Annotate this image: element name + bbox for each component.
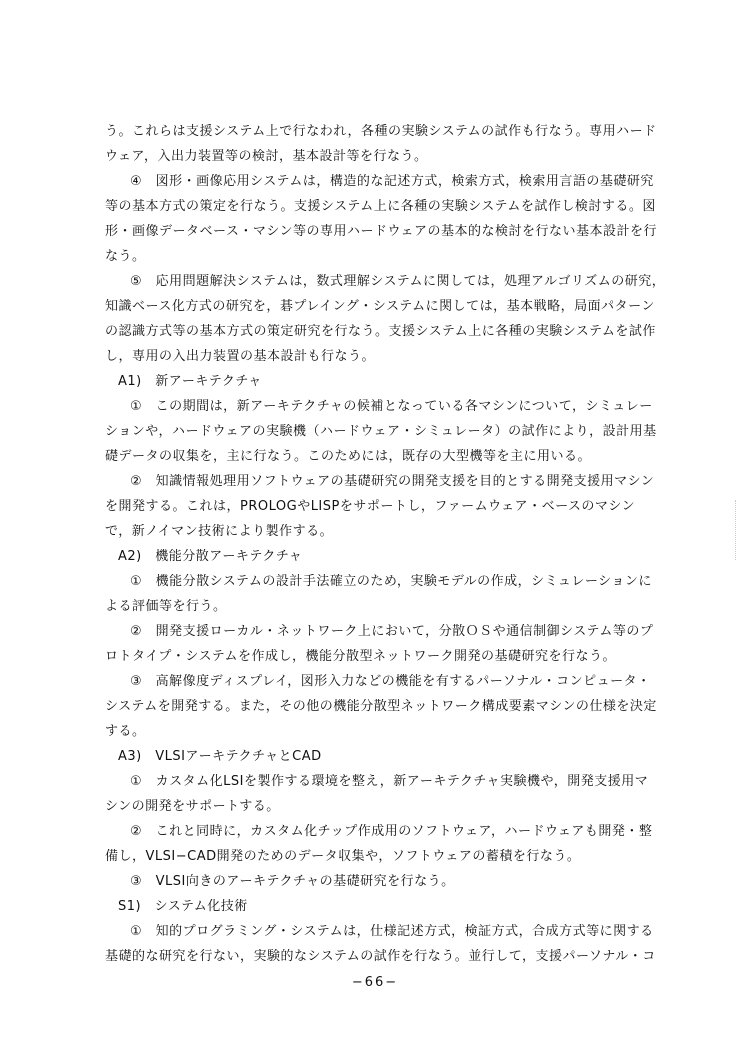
- text-line-23: ③ 高解像度ディスプレイ，図形入力などの機能を有するパーソナル・コンピュータ・: [130, 674, 651, 689]
- text-line-10: し，専用の入出力装置の基本設計も行なう。: [105, 349, 376, 364]
- text-line-19: ① 機能分散システムの設計手法確立のため，実験モデルの作成，シミュレーションに: [130, 574, 652, 589]
- text-line-33: ① 知的プログラミング・システムは，仕様記述方式，検証方式，合成方式等に関する: [130, 924, 654, 939]
- text-line-17: で，新ノイマン技術により製作する。: [105, 524, 334, 539]
- text-line-12: ① この期間は，新アーキテクチャの候補となっている各マシンについて，シミュレー: [130, 399, 653, 414]
- text-line-15: ② 知識情報処理用ソフトウェアの基礎研究の開発支援を目的とする開発支援用マシン: [130, 474, 655, 489]
- text-line-30: 備し，VLSI−CAD開発のためのデータ収集や，ソフトウェアの蓄積を行なう。: [105, 849, 581, 864]
- text-line-7: ⑤ 応用問題解決システムは，数式理解システムに関しては，処理アルゴリズムの研究，: [130, 274, 666, 289]
- text-line-14: 礎データの収集を，主に行なう。このためには，既存の大型機等を主に用いる。: [105, 449, 592, 464]
- text-line-3: ④ 図形・画像応用システムは，構造的な記述方式，検索方式，検索用言語の基礎研究: [130, 174, 654, 189]
- text-line-4: 等の基本方式の策定を行なう。支援システム上に各種の実験システムを試作し検討する。図: [105, 199, 656, 214]
- text-line-27: ① カスタム化LSIを製作する環境を整え，新アーキテクチャ実験機や，開発支援用マ: [130, 774, 649, 789]
- text-line-34: 基礎的な研究を行ない，実験的なシステムの試作を行なう。並行して，支援パーソナル・コ: [105, 949, 656, 964]
- section-heading-s1: S1) システム化技術: [118, 899, 248, 914]
- text-line-20: よる評価等を行う。: [105, 599, 227, 614]
- text-line-21: ② 開発支援ローカル・ネットワーク上において，分散ＯＳや通信制御システム等のプ: [130, 624, 654, 639]
- text-line-9: の認識方式等の基本方式の策定研究を行なう。支援システム上に各種の実験システムを試作: [105, 324, 656, 339]
- text-line-5: 形・画像データベース・マシン等の専用ハードウェアの基本的な検討を行ない基本設計を行: [105, 224, 658, 239]
- text-line-8: 知識ベース化方式の研究を，碁プレイング・システムに関しては，基本戦略，局面パターン: [105, 299, 655, 314]
- text-line-29: ② これと同時に，カスタム化チップ作成用のソフトウェア，ハードウェアも開発・整: [130, 824, 653, 839]
- text-line-31: ③ VLSI向きのアーキテクチャの基礎研究を行なう。: [130, 874, 455, 889]
- page-number: −66−: [351, 975, 399, 990]
- text-line-6: なう。: [105, 249, 146, 264]
- text-line-28: シンの開発をサポートする。: [105, 799, 280, 814]
- text-line-13: ションや，ハードウェアの実験機（ハードウェア・シミュレータ）の試作により，設計用基: [105, 424, 657, 439]
- scan-artifact: [735, 500, 738, 560]
- text-line-25: する。: [105, 724, 146, 739]
- text-line-1: う。これらは支援システム上で行なわれ，各種の実験システムの試作も行なう。専用ハード: [105, 124, 657, 139]
- text-line-24: システムを開発する。また，その他の機能分散型ネットワーク構成要素マシンの仕様を決定: [105, 699, 657, 714]
- section-heading-a2: A2) 機能分散アーキテクチャ: [118, 549, 303, 564]
- text-line-16: を開発する。これは，PROLOGやLISPをサポートし，ファームウェア・ベースのマシン: [105, 499, 636, 514]
- text-line-22: ロトタイプ・システムを作成し，機能分散型ネットワーク開発の基礎研究を行なう。: [105, 649, 617, 664]
- section-heading-a3: A3) VLSIアーキテクチャとCAD: [118, 749, 322, 764]
- text-line-2: ウェア，入出力装置等の検討，基本設計等を行なう。: [105, 149, 428, 164]
- section-heading-a1: A1) 新アーキテクチャ: [118, 374, 262, 389]
